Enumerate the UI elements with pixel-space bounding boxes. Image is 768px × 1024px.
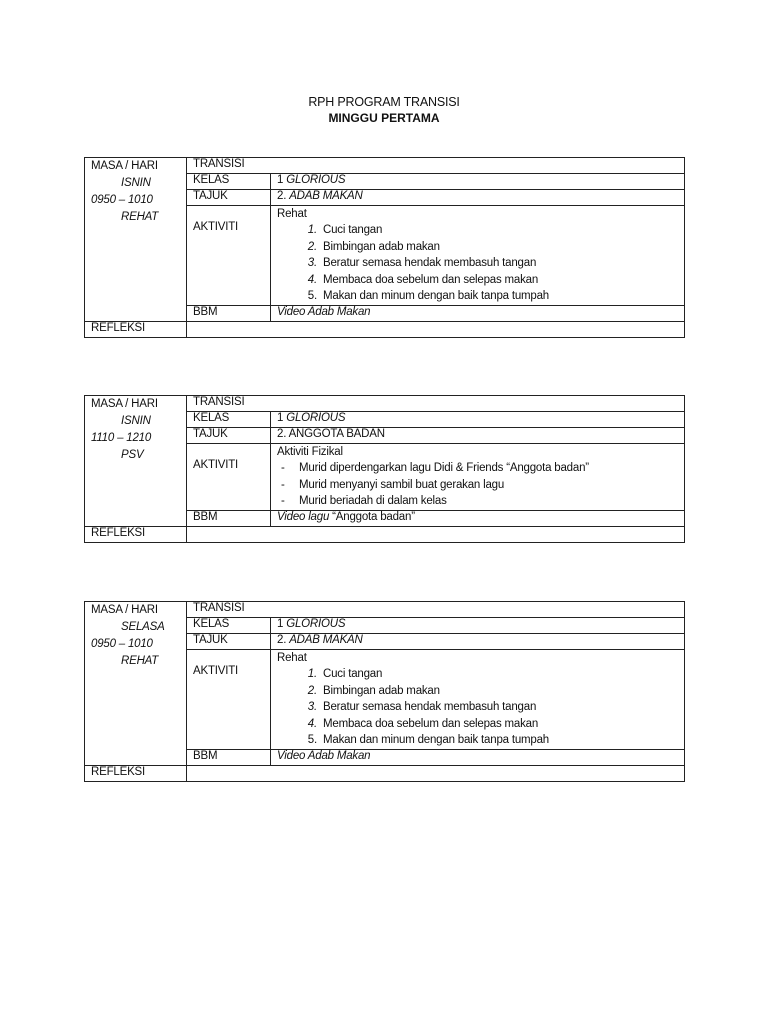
tajuk-number: 2. [277, 428, 287, 440]
time-label: 1110 – 1210 [91, 432, 152, 444]
session-label: REHAT [121, 211, 159, 223]
session-label: REHAT [121, 655, 159, 667]
aktiviti-value [271, 444, 685, 511]
aktiviti-label-cell [187, 444, 271, 511]
list-text: Membaca doa sebelum dan selepas makan [323, 717, 539, 730]
bbm-text: Video Adab Makan [277, 749, 371, 762]
tajuk-text: ADAB MAKAN [289, 634, 363, 646]
bbm-text-rest: “Anggota badan” [329, 510, 415, 523]
bbm-value [271, 305, 685, 321]
lesson-plan-table-2 [84, 395, 685, 543]
page-subtitle: MINGGU PERTAMA [328, 111, 440, 125]
tajuk-value [271, 428, 685, 444]
list-marker: - [281, 462, 285, 474]
time-label: 0950 – 1010 [91, 194, 153, 206]
tajuk-label: TAJUK [187, 428, 271, 444]
bbm-value [271, 510, 685, 526]
aktiviti-label: AKTIVITI [193, 665, 239, 677]
aktiviti-label-cell [187, 650, 271, 750]
kelas-number: 1 [277, 412, 284, 424]
refleksi-label: REFLEKSI [85, 526, 187, 542]
list-marker: 2. [307, 684, 317, 697]
list-text: Membaca doa sebelum dan selepas makan [323, 273, 539, 286]
list-marker: - [281, 495, 285, 507]
tajuk-number: 2. [277, 634, 287, 646]
refleksi-label: REFLEKSI [85, 765, 187, 781]
aktiviti-heading: Aktiviti Fizikal [277, 446, 343, 458]
list-item [277, 460, 684, 477]
aktiviti-heading: Rehat [277, 208, 307, 220]
transisi-label: TRANSISI [187, 158, 685, 174]
transisi-label: TRANSISI [187, 602, 685, 618]
tajuk-value [271, 634, 685, 650]
list-marker: 3. [307, 701, 317, 713]
bbm-label: BBM [187, 510, 271, 526]
kelas-label: KELAS [187, 412, 271, 428]
bbm-label: BBM [187, 305, 271, 321]
list-item [277, 683, 684, 700]
list-text: Cuci tangan [323, 224, 383, 236]
session-label: PSV [121, 449, 144, 461]
list-item [277, 666, 684, 683]
list-text: Murid diperdengarkan lagu Didi & Friends “Anggota badan” [299, 462, 589, 474]
list-text: Murid beriadah di dalam kelas [299, 495, 447, 507]
list-item [277, 255, 684, 272]
list-item [277, 222, 684, 239]
aktiviti-label: AKTIVITI [193, 221, 239, 233]
refleksi-value [187, 765, 685, 781]
list-marker: 4. [307, 717, 317, 730]
refleksi-label: REFLEKSI [85, 321, 187, 337]
list-item [277, 239, 684, 256]
aktiviti-value [271, 650, 685, 750]
activity-list [277, 666, 684, 749]
tajuk-label: TAJUK [187, 190, 271, 206]
list-marker: 4. [307, 273, 317, 286]
list-text: Beratur semasa hendak membasuh tangan [323, 257, 537, 269]
aktiviti-heading: Rehat [277, 652, 307, 664]
kelas-name: GLORIOUS [286, 618, 346, 630]
list-text: Beratur semasa hendak membasuh tangan [323, 701, 537, 713]
list-text: Makan dan minum dengan baik tanpa tumpah [323, 290, 549, 302]
day-label: SELASA [121, 621, 165, 633]
list-text: Makan dan minum dengan baik tanpa tumpah [323, 734, 549, 746]
masa-hari-cell [85, 396, 187, 527]
day-label: ISNIN [121, 177, 151, 189]
kelas-label: KELAS [187, 618, 271, 634]
tajuk-label: TAJUK [187, 634, 271, 650]
bbm-text: Video lagu [277, 510, 330, 523]
list-marker: - [281, 478, 285, 491]
page-title: RPH PROGRAM TRANSISI [308, 95, 460, 109]
aktiviti-label: AKTIVITI [193, 459, 239, 471]
lesson-plan-table-1 [84, 157, 685, 338]
kelas-name: GLORIOUS [286, 412, 346, 424]
list-item [277, 288, 684, 305]
list-item [277, 699, 684, 716]
list-item [277, 272, 684, 289]
kelas-number: 1 [277, 174, 284, 186]
tajuk-text: ADAB MAKAN [289, 190, 363, 202]
list-item [277, 716, 684, 733]
list-item [277, 477, 684, 494]
list-marker: 5. [307, 734, 317, 746]
list-text: Murid menyanyi sambil buat gerakan lagu [299, 478, 505, 491]
kelas-number: 1 [277, 618, 284, 630]
aktiviti-label-cell [187, 206, 271, 306]
masa-hari-cell [85, 602, 187, 766]
tajuk-value [271, 190, 685, 206]
refleksi-value [187, 526, 685, 542]
list-text: Cuci tangan [323, 668, 383, 680]
list-marker: 5. [307, 290, 317, 302]
masa-hari-label: MASA / HARI [91, 160, 158, 172]
list-text: Bimbingan adab makan [323, 684, 440, 697]
refleksi-value [187, 321, 685, 337]
kelas-value [271, 618, 685, 634]
kelas-value [271, 174, 685, 190]
kelas-name: GLORIOUS [286, 174, 346, 186]
list-marker: 1. [307, 668, 317, 680]
day-label: ISNIN [121, 415, 151, 427]
activity-list [277, 222, 684, 305]
activity-list [277, 460, 684, 510]
list-marker: 1. [307, 224, 317, 236]
masa-hari-label: MASA / HARI [91, 398, 158, 410]
list-marker: 3. [307, 257, 317, 269]
kelas-label: KELAS [187, 174, 271, 190]
list-marker: 2. [307, 240, 317, 253]
tajuk-text: ANGGOTA BADAN [288, 428, 385, 440]
list-item [277, 493, 684, 510]
masa-hari-label: MASA / HARI [91, 604, 158, 616]
bbm-value [271, 749, 685, 765]
bbm-text: Video Adab Makan [277, 305, 371, 318]
masa-hari-cell [85, 158, 187, 322]
time-label: 0950 – 1010 [91, 638, 153, 650]
lesson-plan-table-3 [84, 601, 685, 782]
list-text: Bimbingan adab makan [323, 240, 440, 253]
kelas-value [271, 412, 685, 428]
list-item [277, 732, 684, 749]
transisi-label: TRANSISI [187, 396, 685, 412]
aktiviti-value [271, 206, 685, 306]
tajuk-number: 2. [277, 190, 287, 202]
bbm-label: BBM [187, 749, 271, 765]
